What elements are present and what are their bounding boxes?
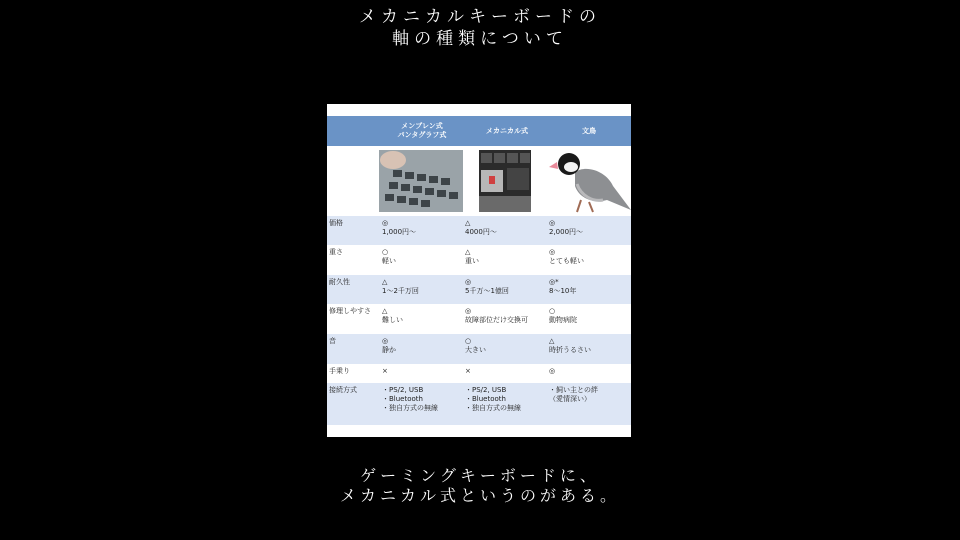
- table-row: [327, 364, 631, 383]
- image-row: [327, 146, 631, 216]
- header-membrane-label: メンブレン式 パンタグラフ式: [397, 122, 447, 139]
- cell-line: ・Bluetooth: [382, 395, 423, 403]
- rating-symbol: △: [465, 248, 471, 256]
- rating-symbol: △: [382, 307, 388, 315]
- header-membrane: [377, 116, 467, 146]
- rating-symbol: ×: [465, 367, 471, 375]
- page-title: [0, 6, 960, 50]
- row-label: 接続方式: [329, 386, 357, 394]
- table-row: [327, 216, 631, 245]
- rating-symbol: ○: [382, 248, 389, 256]
- table-cell: [382, 278, 419, 296]
- table-cell: [465, 386, 521, 413]
- cell-text: 4000円〜: [465, 228, 497, 236]
- cell-text: 難しい: [382, 316, 403, 324]
- table-row: [327, 245, 631, 275]
- table-row: [327, 304, 631, 334]
- rating-symbol: △: [382, 278, 388, 286]
- table-cell: [382, 367, 388, 376]
- rating-symbol: ◎: [549, 219, 556, 227]
- table-cell: [465, 278, 509, 296]
- title-line-2: 軸の種類について: [392, 29, 568, 49]
- table-cell: [549, 307, 577, 325]
- table-cell: [549, 278, 576, 296]
- rating-symbol: △: [549, 337, 555, 345]
- cell-text: 5千万〜1億回: [465, 287, 509, 295]
- title-line-1: メカニカルキーボードの: [359, 7, 601, 27]
- rating-symbol: ◎: [465, 307, 472, 315]
- cell-text: 静か: [382, 346, 396, 354]
- table-cell: [549, 386, 598, 404]
- cell-text: 動物病院: [549, 316, 577, 324]
- cell-text: 2,000円〜: [549, 228, 584, 236]
- cell-text: 重い: [465, 257, 479, 265]
- caption-line-1: ゲーミングキーボードに、: [360, 466, 600, 485]
- rating-symbol: ◎: [465, 278, 472, 286]
- table-cell: [549, 367, 555, 376]
- rating-symbol: ◎: [549, 367, 556, 375]
- table-cell: [382, 337, 396, 355]
- cell-text: 軽い: [382, 257, 396, 265]
- cell-text: 時折うるさい: [549, 346, 591, 354]
- header-bird: 文鳥: [582, 126, 596, 135]
- row-label: 重さ: [329, 248, 343, 256]
- table-header: [327, 116, 631, 146]
- table-row: [327, 275, 631, 304]
- cell-line: （愛情深い）: [549, 395, 591, 403]
- row-label: 修理しやすさ: [329, 307, 371, 315]
- rating-symbol: ○: [465, 337, 472, 345]
- cell-line: ・飼い主との絆: [549, 386, 598, 394]
- cell-text: 故障部位だけ交換可: [465, 316, 528, 324]
- table-row: [327, 383, 631, 425]
- rating-symbol: ◎: [549, 248, 556, 256]
- table-cell: [382, 386, 438, 413]
- subtitle-caption: [0, 466, 960, 506]
- rating-symbol: ○: [549, 307, 556, 315]
- rating-symbol: ×: [382, 367, 388, 375]
- cell-text: 大きい: [465, 346, 486, 354]
- table-cell: [549, 248, 584, 266]
- row-label: 手乗り: [329, 367, 350, 375]
- cell-text: とても軽い: [549, 257, 584, 265]
- row-label: 価格: [329, 219, 343, 227]
- header-mechanical: メカニカル式: [486, 126, 528, 135]
- table-cell: [382, 307, 403, 325]
- cell-line: ・Bluetooth: [465, 395, 506, 403]
- table-cell: [549, 337, 591, 355]
- cell-text: 1,000円〜: [382, 228, 417, 236]
- caption-line-2: メカニカル式というのがある。: [339, 486, 620, 505]
- row-label: 音: [329, 337, 336, 345]
- cell-line: ・PS/2, USB: [465, 386, 507, 394]
- cell-line: ・独自方式の無線: [465, 404, 521, 412]
- rating-symbol: ◎: [382, 219, 389, 227]
- cell-text: 1〜2千万回: [382, 287, 419, 295]
- table-cell: [465, 219, 497, 237]
- row-label: 耐久性: [329, 278, 350, 286]
- table-cell: [382, 219, 416, 237]
- table-cell: [465, 307, 528, 325]
- table-row: [327, 334, 631, 364]
- rating-symbol: ◎: [382, 337, 389, 345]
- mechanical-keyboard-photo: [479, 150, 531, 212]
- cell-line: ・独自方式の無線: [382, 404, 438, 412]
- java-sparrow-photo: [547, 150, 631, 216]
- cell-text: 8〜10年: [549, 287, 577, 295]
- table-cell: [382, 248, 396, 266]
- table-cell: [465, 367, 471, 376]
- table-cell: [465, 337, 486, 355]
- table-cell: [465, 248, 479, 266]
- comparison-table-image: [327, 104, 631, 437]
- membrane-keyboard-photo: [379, 150, 463, 212]
- table-cell: [549, 219, 583, 237]
- rating-symbol: △: [465, 219, 471, 227]
- rating-symbol: ◎*: [549, 278, 559, 286]
- cell-line: ・PS/2, USB: [382, 386, 424, 394]
